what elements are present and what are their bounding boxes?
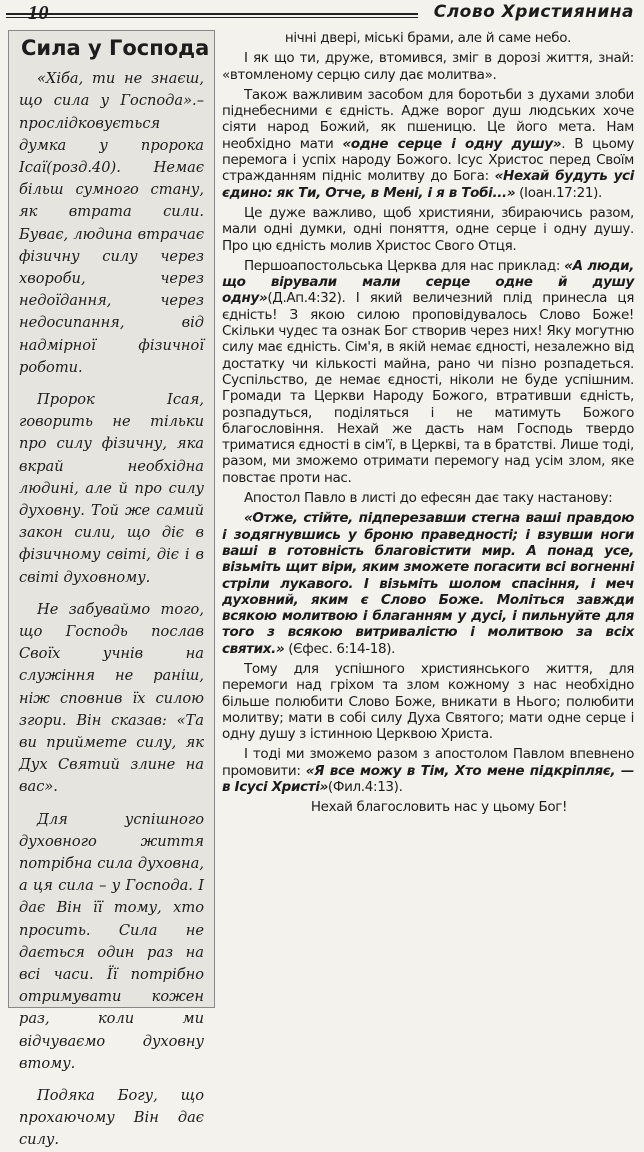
- article-paragraph: нічні двері, міські брами, але й саме небо.: [284, 30, 572, 46]
- scripture-quote: «одне серце і одну душу»: [342, 135, 562, 152]
- paragraph-text: (Д.Ап.4:32). І який величезний плід принесла ця єдність! З якою силою проповідувалось Слово Боже! Скільки чудес та ознак Бог створив через них! Яку могутню силу має єдність. Сім'я, в якій немає єдності, незалежно від достатку чи кількості майна, рано чи пізно розпадеться. Суспільство, де немає єдності, ніколи не буде успішним. Громади та Церкви Народу Божого, втративши єдність, розпадуться, поділяться і не матимуть Божого благословіння. Нехай же дасть нам Господь твердо триматися єдності в сім'ї, в Церкві, та в братстві. Лише тоді, разом, ми зможемо отримати перемогу над усім злом, яке повстає проти нас.: [222, 290, 634, 486]
- sidebar-paragraph: Не забуваймо того, що Господь послав Своїх учнів на служіння не раніш, ніж сповнив їх силою згори. Він сказав: «Та ви приймете силу, як Дух Святий злине на вас».: [19, 600, 204, 796]
- article-paragraph: [222, 746, 634, 795]
- scripture-reference: (Іоан.17:21).: [515, 184, 602, 201]
- article-paragraph: [222, 87, 634, 201]
- article-paragraph: Апостол Павло в листі до ефесян дає таку настанову:: [244, 490, 613, 507]
- sidebar-article: [8, 30, 215, 1149]
- journal-title: Слово Християнина: [433, 2, 634, 22]
- sidebar-paragraph: Пророк Ісая, говорить не тільки про силу фізичну, яка вкрай необхідна людині, але й про силу духовну. Той же самий закон сили, що діє в фізичному світі, діє і в світі духовному.: [19, 390, 204, 586]
- paragraph-text: . В цьому перемога і успіх народу Божого. Ісус Христос перед Своїм стражданням підніс молитву до Бога:: [222, 135, 634, 185]
- article-paragraph: [222, 258, 634, 486]
- article-paragraph: [222, 510, 634, 657]
- paragraph-text: І тоді ми зможемо разом з апостолом Павлом впевнено промовити:: [222, 746, 634, 779]
- paragraph-text: Також важливим засобом для боротьби з духами злоби піднебесними є єдність. Адже ворог душ людських хоче сіяти народ Божий, як пшеницю. Це його мета. Нам необхідно мати: [222, 86, 634, 152]
- scripture-reference: (Фил.4:13).: [327, 779, 403, 796]
- sidebar-paragraph: Для успішного духовного життя потрібна сила духовна, а ця сила – у Господа. І дає Він її тому, хто просить. Сила не дається один раз на всі часи. Її потрібно отримувати кожен раз, коли ми відчуваємо духовну втому.: [19, 810, 204, 1072]
- scripture-quote: «Нехай будуть усі єдино: як Ти, Отче, в Мені, і я в Тобі...»: [222, 168, 634, 201]
- sidebar-paragraph: Подяка Богу, що прохаючому Він дає силу.: [19, 1087, 204, 1149]
- scripture-reference: (Єфес. 6:14-18).: [284, 640, 396, 657]
- scripture-quote: «Отже, стійте, підперезавши стегна ваші правдою і зодягнувшись у броню праведності; і взувши ноги ваші в готовність благовістити мир. А понад усе, візьміть щит віри, яким зможете погасити всі вогненні стріли лукавого. І візьміть шолом спасіння, і меч духовний, яким є Слово Боже. Моліться завжди всякою молитвою і благанням у дусі, і пильнуйте для того з всякою витривалістю і молитвою за всіх святих.»: [222, 510, 634, 657]
- paragraph-text: Першоапостольська Церква для нас приклад:: [244, 257, 565, 274]
- scripture-quote: «А люди, що вірували мали серце одне й душу одну»: [222, 257, 634, 307]
- article-paragraph: Це дуже важливо, щоб християни, збираючись разом, мали одні думки, одні поняття, одне серце і одну душу. Про цю єдність молив Христос Свого Отця.: [222, 204, 634, 254]
- scripture-quote: «Я все можу в Тім, Хто мене підкріпляє, — в Ісусі Христі»: [222, 762, 634, 796]
- article-paragraph: Тому для успішного християнського життя, для перемоги над гріхом та злом кожному з нас необхідно більше полюбити Слово Боже, вникати в Нього; полюбити молитву; мати в собі силу Духа Святого; мати одне серце і одну душу з істинною Церквою Христа.: [222, 660, 634, 743]
- page-header: [0, 0, 644, 26]
- sidebar-title: Сила у Господа: [21, 36, 210, 60]
- sidebar-paragraph: «Хіба, ти не знаєш, що сила у Господа».– прослідковується думка у пророка Ісаї(розд.40). Немає більш сумного стану, як втрата сили. Буває, людина втрачає фізичну силу через хвороби, через недоїдання, через недосипання, від надмірної фізичної роботи.: [19, 70, 204, 376]
- article-paragraph: І як що ти, друже, втомився, зміг в дорозі життя, знай: «втомленому серцю силу дає молитва».: [222, 50, 634, 83]
- main-article: [222, 30, 634, 1012]
- page-number: 10: [28, 2, 49, 24]
- header-rule-middle: [58, 13, 418, 18]
- article-closing: Нехай благословить нас у цьому Бог!: [310, 799, 568, 816]
